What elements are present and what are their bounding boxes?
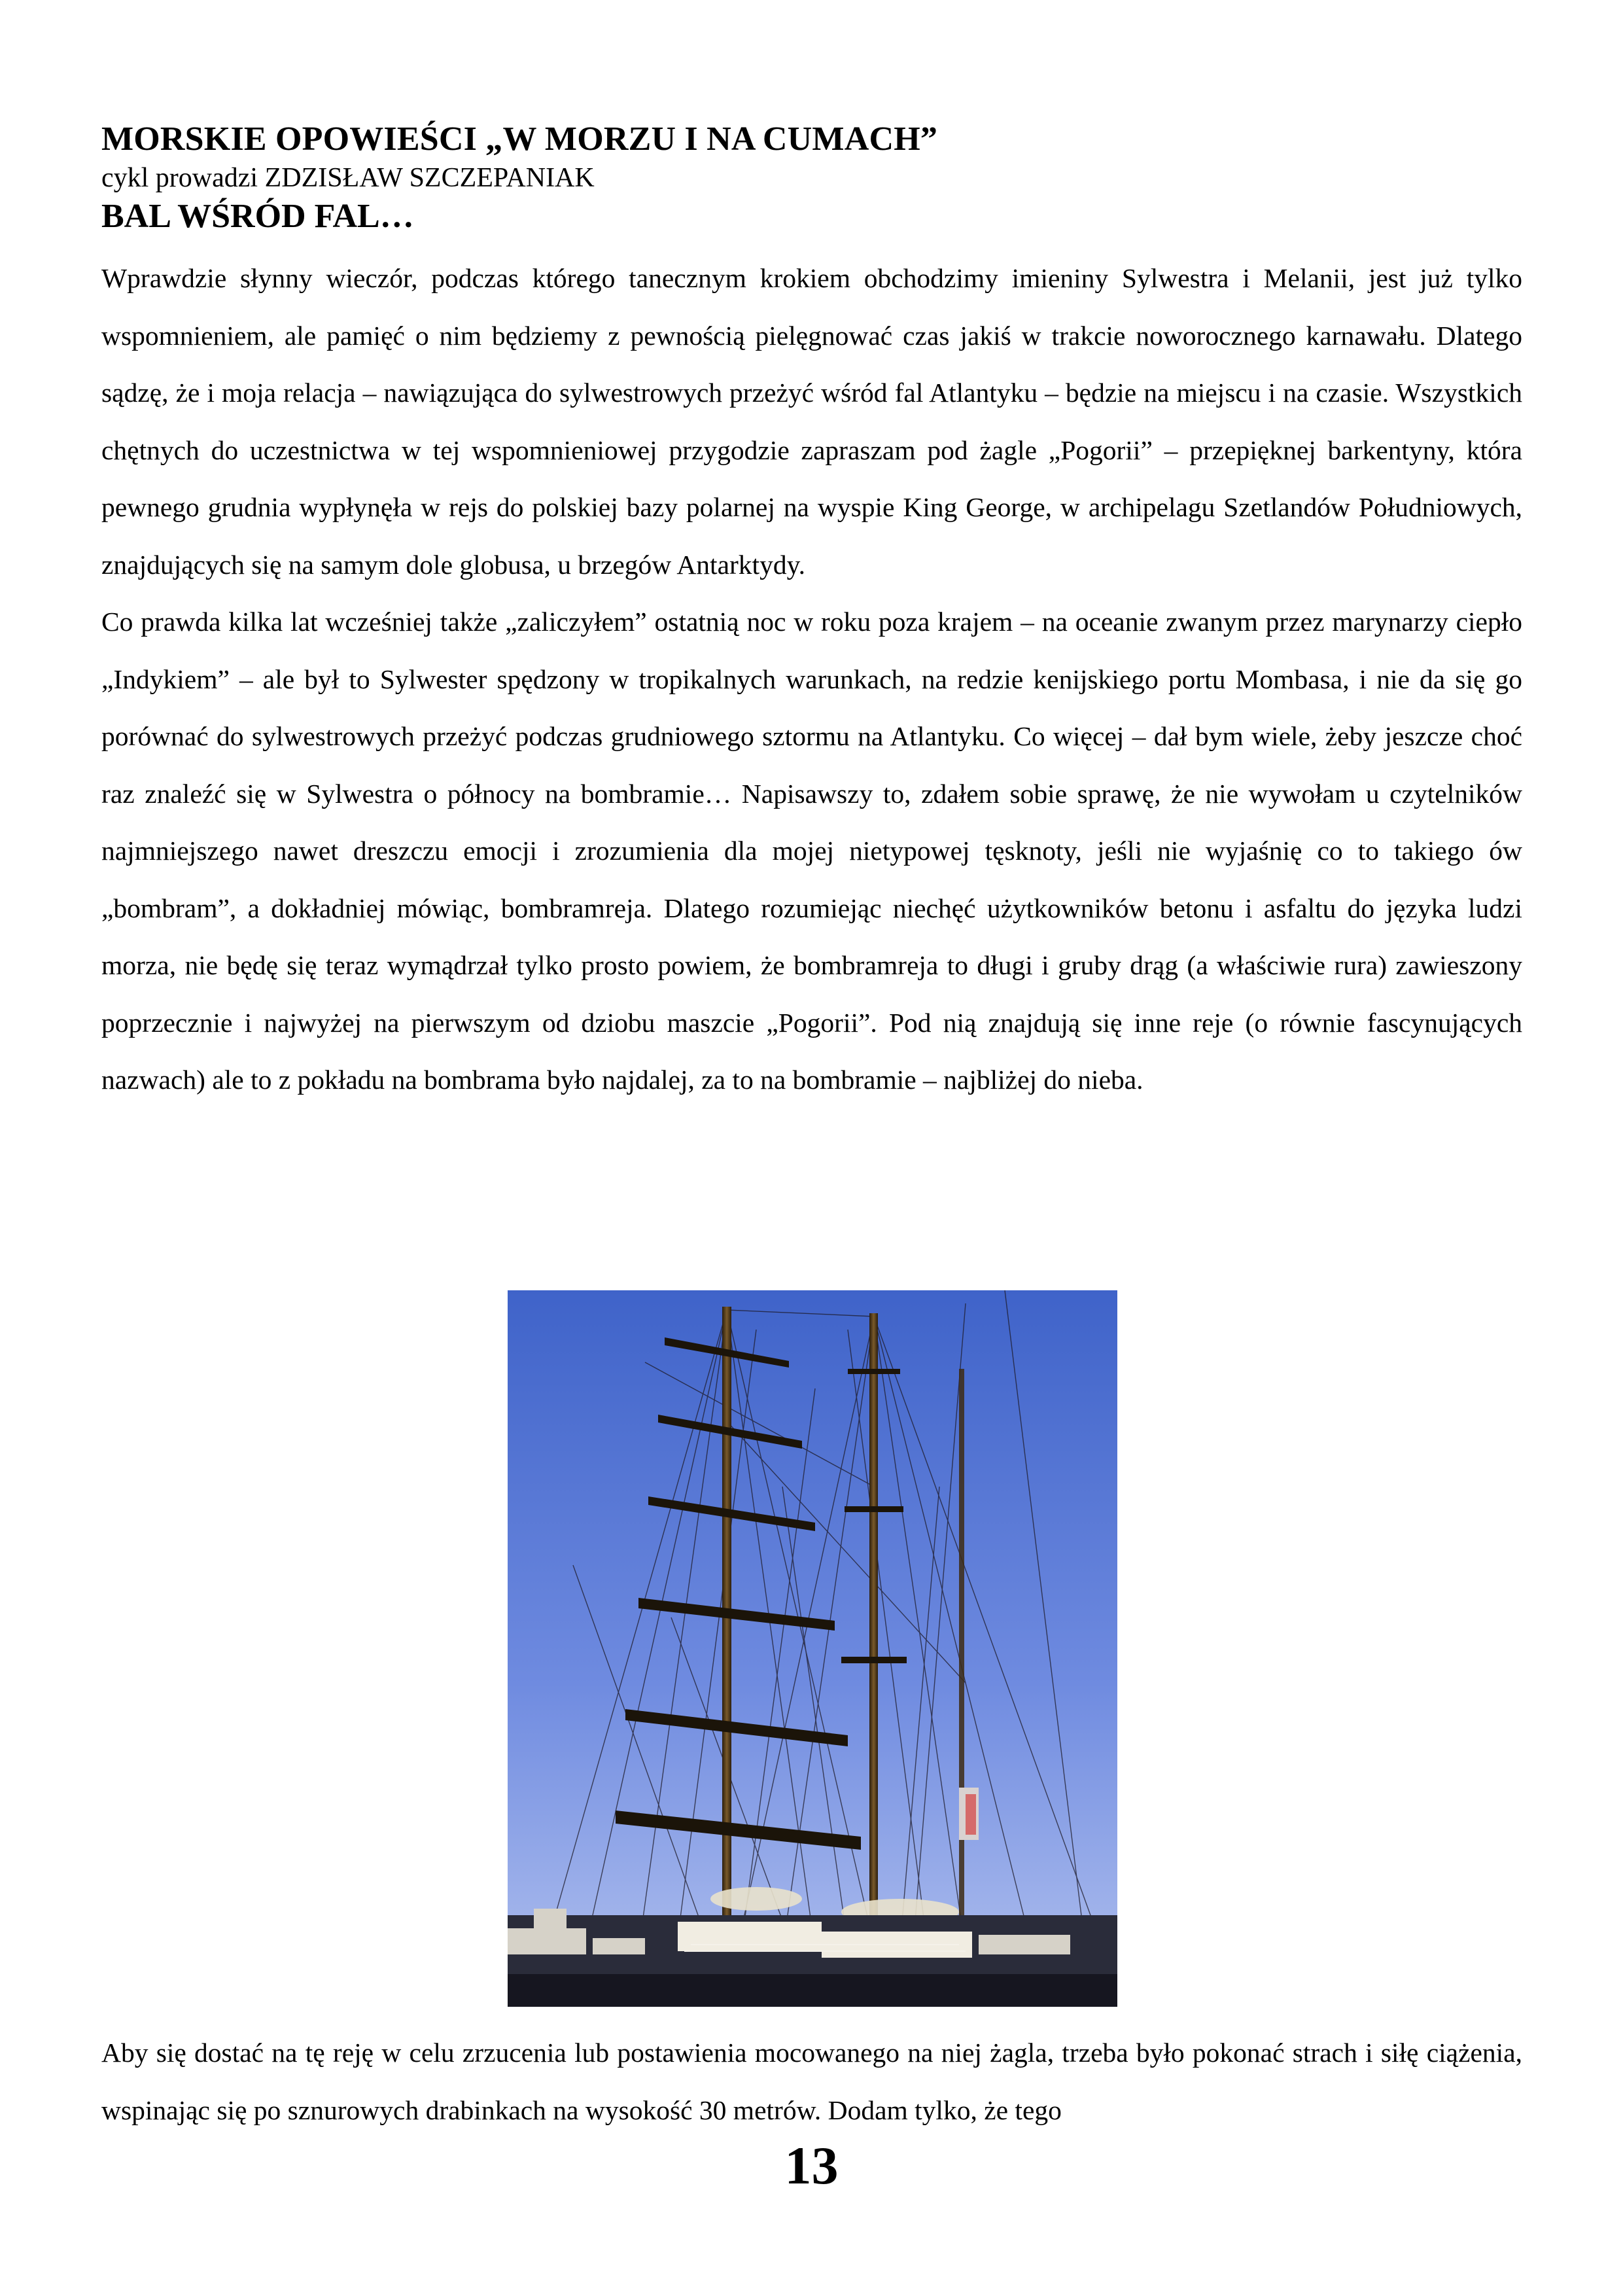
paragraph-1: Wprawdzie słynny wieczór, podczas którego tanecznym krokiem obchodzimy imieniny Sylwestra i Melanii, jest już tylko wspomnieniem, ale pamięć o nim będziemy z pewnością pielęgnować czas jakiś w trakcie noworocznego karnawału. Dlatego sądzę, że i moja relacja – nawiązująca do sylwestrowych przeżyć wśród fal Atlantyku – będzie na miejscu i na czasie. Wszystkich chętnych do uczestnictwa w tej wspomnieniowej przygodzie zapraszam pod żagle „Pogorii” – przepięknej barkentyny, która pewnego grudnia wypłynęła w rejs do polskiej bazy polarnej na wyspie King George, w archipelagu Szetlandów Południowych, znajdujących się na samym dole globusa, u brzegów Antarktydy.	[101, 263, 1522, 580]
page-number: 13	[784, 2136, 839, 2195]
ship-masts-image	[508, 1290, 1117, 2007]
paragraph-2: Co prawda kilka lat wcześniej także „zaliczyłem” ostatnią noc w roku poza krajem – na oceanie zwanym przez marynarzy ciepło „Indykiem” – ale był to Sylwester spędzony w tropikalnych warunkach, na redzie kenijskiego portu Mombasa, i nie da się go porównać do sylwestrowych przeżyć podczas grudniowego sztormu na Atlantyku. Co więcej – dał bym wiele, żeby jeszcze choć raz znaleźć się w Sylwestra o północy na bombramie… Napisawszy to, zdałem sobie sprawę, że nie wywołam u czytelników najmniejszego nawet dreszczu emocji i zrozumienia dla mojej nietypowej tęsknoty, jeśli nie wyjaśnię co to takiego ów „bombram”, a dokładniej mówiąc, bombramreja. Dlatego rozumiejąc niechęć użytkowników betonu i asfaltu do języka ludzi morza, nie będę się teraz wymądrzał tylko prosto powiem, że bombramreja to długi i gruby drąg (a właściwie rura) zawieszony poprzecznie i najwyżej na pierwszym od dziobu maszcie „Pogorii”. Pod nią znajdują się inne reje (o równie fascynujących nazwach) ale to z pokładu na bombrama było najdalej, za to na bombramie – najbliżej do nieba.	[101, 607, 1522, 1095]
ship-masts-photo	[508, 1290, 1117, 2007]
continuation-text	[101, 2024, 1522, 2139]
series-subtitle: cykl prowadzi ZDZISŁAW SZCZEPANIAK	[101, 163, 595, 193]
article-title: BAL WŚRÓD FAL…	[101, 198, 414, 235]
series-title: MORSKIE OPOWIEŚCI „W MORZU I NA CUMACH”	[101, 120, 938, 158]
article-content	[101, 118, 1522, 1109]
paragraph-3: Aby się dostać na tę reję w celu zrzucenia lub postawienia mocowanego na niej żagla, trzeba było pokonać strach i siłę ciążenia, wspinając się po sznurowych drabinkach na wysokość 30 metrów. Dodam tylko, że tego	[101, 2038, 1522, 2125]
